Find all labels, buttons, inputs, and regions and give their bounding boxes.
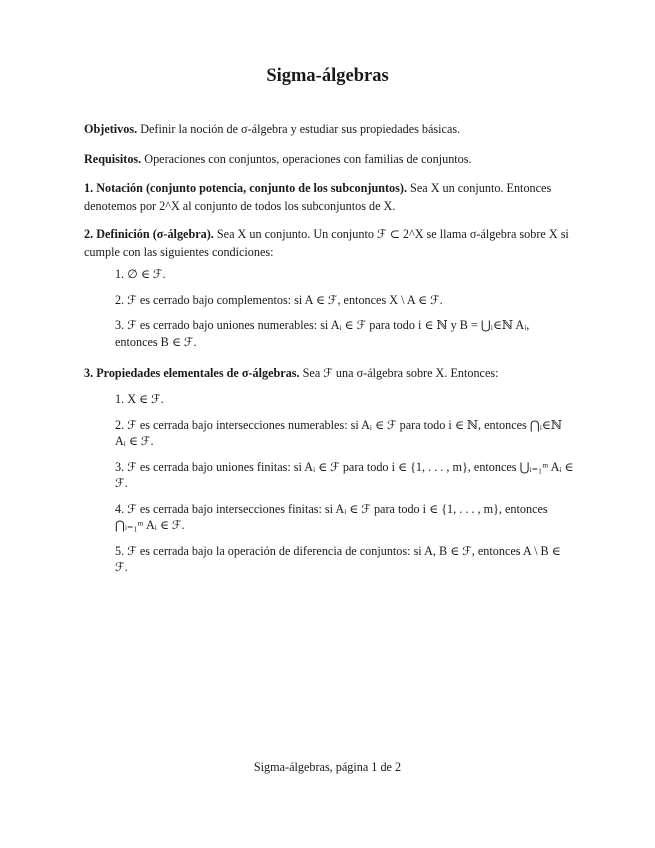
requisitos-label: Requisitos.: [84, 152, 142, 166]
definicion-conditions-list: [100, 266, 574, 359]
page-footer: Sigma-álgebras, página 1 de 2: [253, 760, 402, 774]
list-item: 1. X ∈ ℱ.: [115, 392, 164, 406]
objetivos-label: Objetivos.: [84, 122, 138, 136]
definicion-text: Sea X un conjunto. Un conjunto ℱ ⊂ 2^X se llama σ-álgebra sobre X si cumple con las siguientes condiciones:: [84, 227, 569, 259]
propiedades-text: Sea ℱ una σ-álgebra sobre X. Entonces:: [302, 366, 499, 380]
propiedades-label: 3. Propiedades elementales de σ-álgebras.: [84, 366, 300, 380]
objetivos-text: Definir la noción de σ-álgebra y estudiar sus propiedades básicas.: [140, 122, 461, 136]
list-item: 3. ℱ es cerrado bajo uniones numerables: si Aᵢ ∈ ℱ para todo i ∈ ℕ y B = ⋃ᵢ∈ℕ Aᵢ, entonces B ∈ ℱ.: [115, 318, 530, 349]
notacion-text: Sea X un conjunto. Entonces denotemos por 2^X al conjunto de todos los subconjuntos de X.: [84, 181, 552, 213]
propiedades-list: [100, 391, 574, 585]
requisitos-paragraph: [84, 151, 574, 169]
list-item: 2. ℱ es cerrado bajo complementos: si A ∈ ℱ, entonces X \ A ∈ ℱ.: [115, 292, 443, 307]
page-title: Sigma-álgebras: [266, 66, 389, 86]
list-item: 5. ℱ es cerrada bajo la operación de diferencia de conjuntos: si A, B ∈ ℱ, entonces A \ B ∈ ℱ.: [115, 543, 561, 574]
definicion-paragraph: [84, 226, 574, 261]
definicion-label: 2. Definición (σ-álgebra).: [84, 227, 214, 241]
notacion-label: 1. Notación (conjunto potencia, conjunto de los subconjuntos).: [84, 181, 407, 195]
objetivos-paragraph: [84, 121, 574, 139]
propiedades-paragraph: [84, 365, 574, 383]
requisitos-text: Operaciones con conjuntos, operaciones con familias de conjuntos.: [144, 152, 472, 166]
list-item: 3. ℱ es cerrada bajo uniones finitas: si Aᵢ ∈ ℱ para todo i ∈ {1, . . . , m}, entonces ⋃ᵢ₌₁ᵐ Aᵢ ∈ ℱ.: [115, 459, 574, 490]
list-item: 4. ℱ es cerrada bajo intersecciones finitas: si Aᵢ ∈ ℱ para todo i ∈ {1, . . . , m}, entonces ⋂ᵢ₌₁ᵐ Aᵢ ∈ ℱ.: [115, 501, 548, 532]
list-item: 2. ℱ es cerrada bajo intersecciones numerables: si Aᵢ ∈ ℱ para todo i ∈ ℕ, entonces ⋂ᵢ∈ℕ Aᵢ ∈ ℱ.: [115, 417, 562, 448]
list-item: 1. ∅ ∈ ℱ.: [115, 267, 166, 281]
notacion-paragraph: [84, 180, 574, 215]
